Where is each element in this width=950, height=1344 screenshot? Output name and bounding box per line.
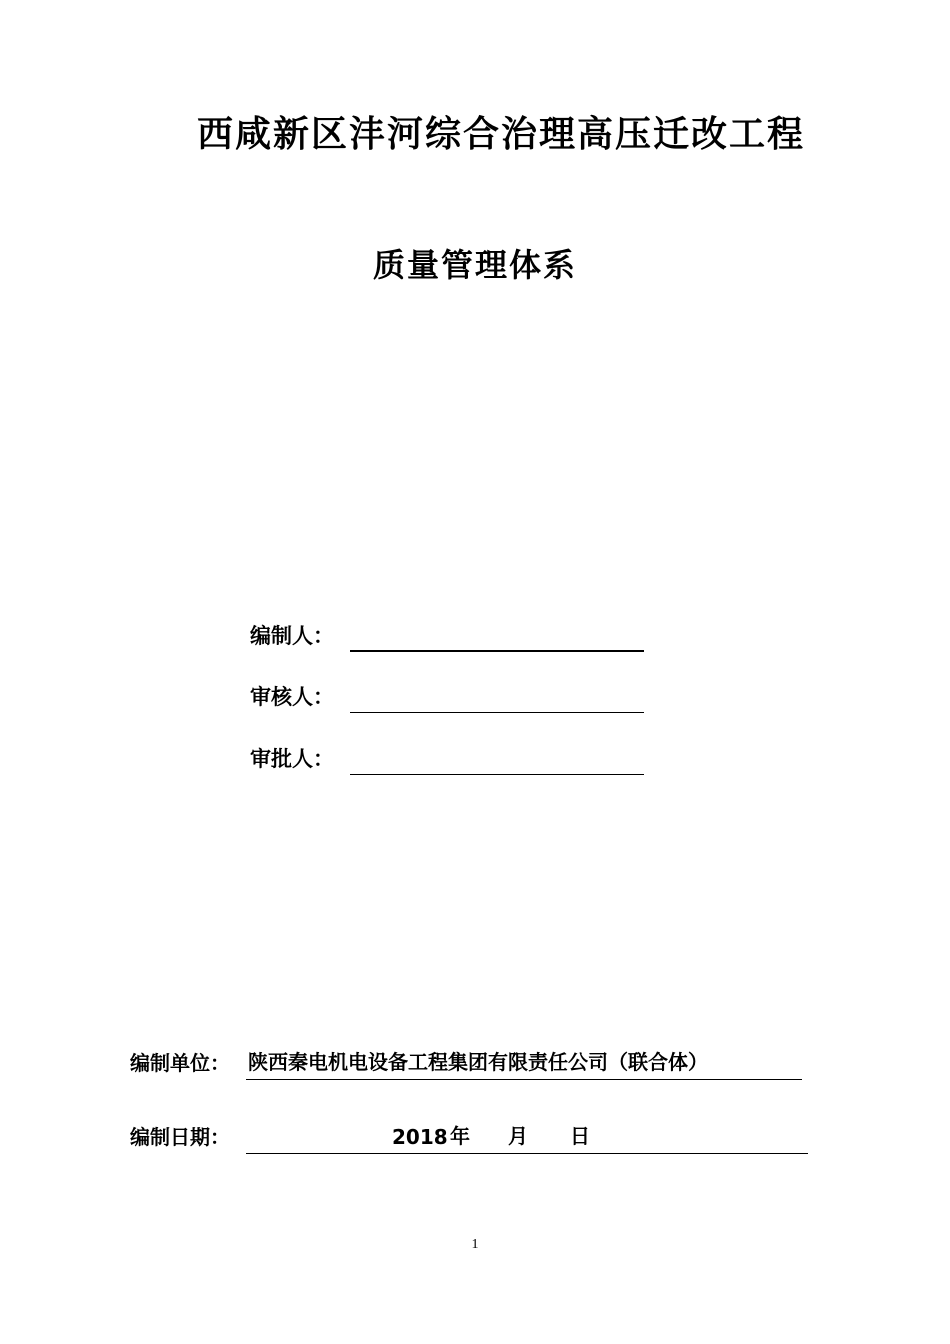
signature-line-reviewer: [350, 712, 644, 713]
compiling-date-field: [246, 1117, 808, 1154]
compiling-unit-field: [246, 1043, 802, 1080]
compiling-date-row: [130, 1114, 810, 1154]
date-month-unit: 月: [508, 1124, 528, 1148]
signature-line-compiler: [350, 650, 644, 652]
signature-line-approver: [350, 774, 644, 775]
compiling-date-label: 编制日期：: [130, 1125, 230, 1149]
date-year: 2018: [392, 1125, 448, 1149]
date-day-unit: 日: [570, 1124, 590, 1148]
document-subtitle: 质量管理体系: [372, 246, 577, 284]
compiling-unit-value: 陕西秦电机电设备工程集团有限责任公司（联合体）: [248, 1050, 708, 1074]
signature-label-approver: 审批人：: [250, 747, 334, 771]
document-title: 西咸新区沣河综合治理高压迁改工程: [196, 113, 805, 155]
signature-label-reviewer: 审核人：: [250, 685, 334, 709]
date-year-unit: 年: [450, 1124, 470, 1148]
page-number: 1: [471, 1237, 479, 1252]
compiling-unit-label: 编制单位：: [130, 1051, 230, 1075]
compiling-unit-row: [130, 1040, 810, 1080]
signature-label-compiler: 编制人：: [250, 624, 334, 648]
